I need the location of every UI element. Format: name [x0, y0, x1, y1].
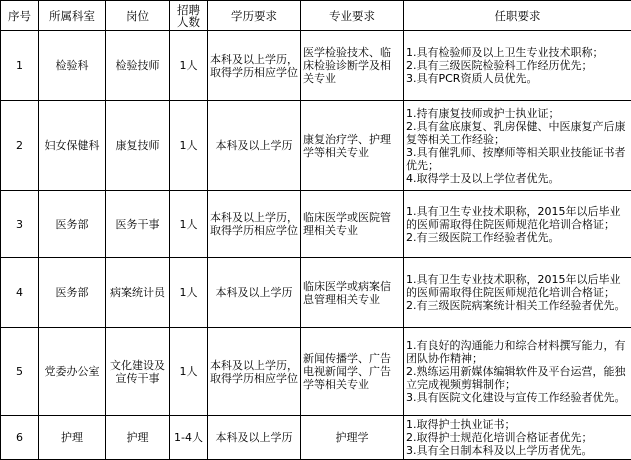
cell-major: 新闻传播学、广告电视新闻学、广告学等相关专业 — [301, 328, 404, 416]
duty-line: 2.具有盆底康复、乳房保健、中医康复产后康复等相关工作经验； — [406, 120, 629, 146]
cell-major: 临床医学或病案信息管理相关专业 — [301, 258, 404, 328]
cell-post: 护理 — [106, 416, 170, 460]
duty-line: 4.取得学士及以上学位者优先。 — [406, 172, 629, 185]
cell-dept: 妇女保健科 — [39, 101, 106, 191]
duty-line: 1.持有康复技师或护士执业证； — [406, 107, 629, 120]
cell-education: 本科及以上学历，取得学历相应学位 — [208, 31, 301, 101]
header-dept: 所属科室 — [39, 1, 106, 31]
duty-line: 1.具有卫生专业技术职称，2015年以后毕业的医师需取得住院医师规范化培训合格证； — [406, 273, 629, 299]
table-row — [1, 31, 631, 101]
duty-line: 3.具有PCR资质人员优先。 — [406, 72, 629, 85]
cell-seq: 6 — [1, 416, 39, 460]
cell-duty — [404, 191, 631, 258]
duty-line: 1.具有卫生专业技术职称，2015年以后毕业的医师需取得住院医师规范化培训合格证； — [406, 205, 629, 231]
cell-duty — [404, 31, 631, 101]
cell-education: 本科及以上学历 — [208, 101, 301, 191]
duty-line: 3.具有催乳师、按摩师等相关职业技能证书者优先； — [406, 146, 629, 172]
cell-seq: 3 — [1, 191, 39, 258]
cell-count: 1人 — [170, 328, 208, 416]
cell-count: 1-4人 — [170, 416, 208, 460]
cell-count: 1人 — [170, 31, 208, 101]
cell-dept: 检验科 — [39, 31, 106, 101]
cell-post: 病案统计员 — [106, 258, 170, 328]
cell-education: 本科及以上学历，取得学历相应学位 — [208, 191, 301, 258]
table-row — [1, 101, 631, 191]
duty-line: 2.有三级医院工作经验者优先。 — [406, 231, 629, 244]
cell-seq: 4 — [1, 258, 39, 328]
cell-post: 检验技师 — [106, 31, 170, 101]
cell-count: 1人 — [170, 101, 208, 191]
duty-line: 1.取得护士执业证书； — [406, 418, 629, 431]
header-major: 专业要求 — [301, 1, 404, 31]
cell-dept: 护理 — [39, 416, 106, 460]
cell-education: 本科及以上学历 — [208, 258, 301, 328]
cell-seq: 2 — [1, 101, 39, 191]
cell-count: 1人 — [170, 191, 208, 258]
duty-line: 3.具有全日制本科及以上学历者优先。 — [406, 444, 629, 457]
cell-education: 本科及以上学历，取得学历相应学位 — [208, 328, 301, 416]
header-education: 学历要求 — [208, 1, 301, 31]
cell-duty — [404, 101, 631, 191]
cell-major: 康复治疗学、护理学等相关专业 — [301, 101, 404, 191]
table-row — [1, 328, 631, 416]
cell-duty — [404, 328, 631, 416]
duty-line: 1.有良好的沟通能力和综合材料撰写能力，有团队协作精神； — [406, 339, 629, 365]
header-count: 招聘人数 — [170, 1, 208, 31]
duty-line: 1.具有检验师及以上卫生专业技术职称； — [406, 46, 629, 59]
duty-line: 2.具有三级医院检验科工作经历优先； — [406, 59, 629, 72]
duty-line: 2.熟练运用新媒体编辑软件及平台运营，能独立完成视频剪辑制作； — [406, 365, 629, 391]
cell-post: 文化建设及宣传干事 — [106, 328, 170, 416]
cell-dept: 医务部 — [39, 191, 106, 258]
duty-line: 2.有三级医院病案统计相关工作经验者优先。 — [406, 299, 629, 312]
cell-seq: 1 — [1, 31, 39, 101]
table-row — [1, 416, 631, 460]
duty-line: 2.取得护士规范化培训合格证者优先； — [406, 431, 629, 444]
header-post: 岗位 — [106, 1, 170, 31]
cell-post: 康复技师 — [106, 101, 170, 191]
cell-major: 临床医学或医院管理相关专业 — [301, 191, 404, 258]
table-row — [1, 191, 631, 258]
cell-dept: 医务部 — [39, 258, 106, 328]
header-seq: 序号 — [1, 1, 39, 31]
cell-seq: 5 — [1, 328, 39, 416]
cell-major: 护理学 — [301, 416, 404, 460]
header-row — [1, 1, 631, 31]
header-duty: 任职要求 — [404, 1, 631, 31]
duty-line: 3.具有医院文化建设与宣传工作经验者优先。 — [406, 391, 629, 404]
cell-major: 医学检验技术、临床检验诊断学及相关专业 — [301, 31, 404, 101]
cell-education: 本科及以上学历 — [208, 416, 301, 460]
cell-count: 1人 — [170, 258, 208, 328]
table-row — [1, 258, 631, 328]
cell-duty — [404, 258, 631, 328]
cell-duty — [404, 416, 631, 460]
cell-dept: 党委办公室 — [39, 328, 106, 416]
cell-post: 医务干事 — [106, 191, 170, 258]
